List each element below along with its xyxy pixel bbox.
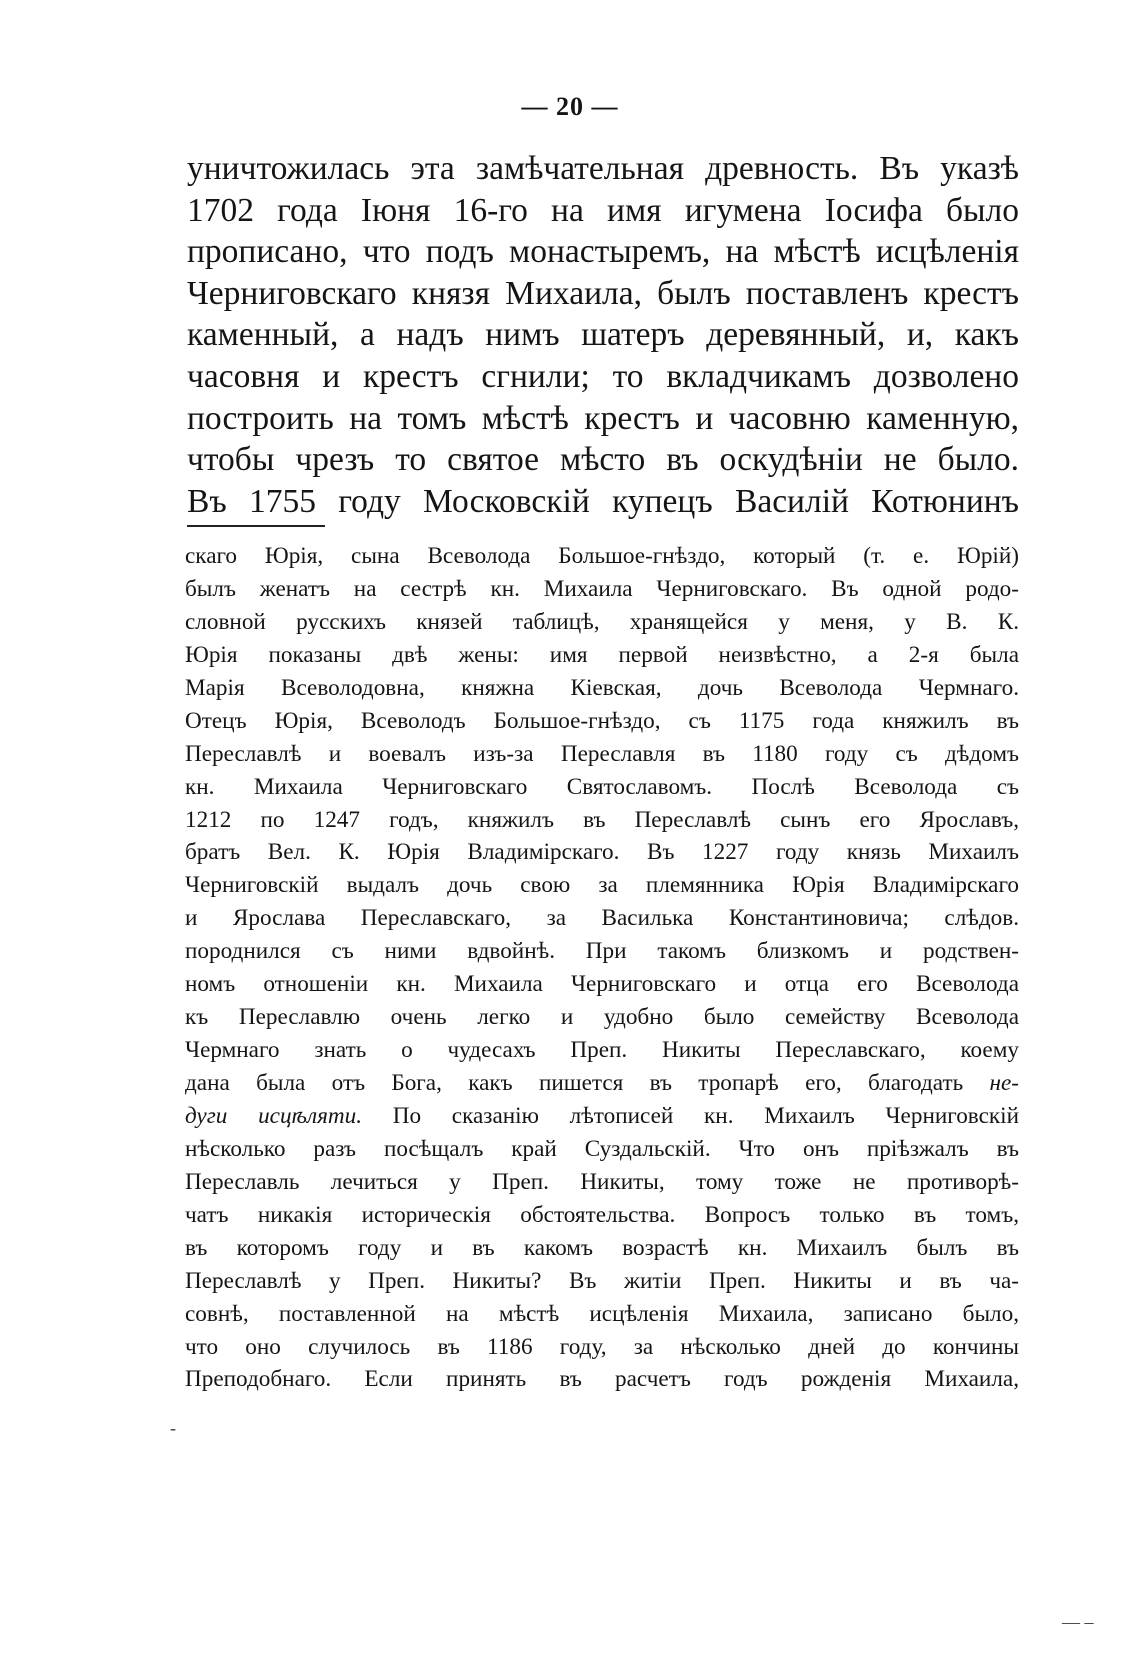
footnote-line [185,705,1019,738]
footnote-line [185,869,1019,902]
footnote-line-text: Черниговскій выдалъ дочь свою за племянника Юрія Владимірскаго [185,872,1019,899]
footnote-line [185,639,1019,672]
footnote-line [185,1331,1019,1364]
footnote-line [185,1067,1019,1100]
footnote-line-text: Переславлѣ у Преп. Никиты? Въ житіи Преп. Никиты и въ ча- [185,1267,1019,1294]
footnote-line-text: Переславлѣ и воевалъ изъ-за Переславля въ 1180 году съ дѣдомъ [185,740,1019,767]
main-text-line: уничтожилась эта замѣчательная древность. Въ указѣ [187,150,1019,187]
footnote-line-text: номъ отношеніи кн. Михаила Черниговскаго и отца его Всеволода [185,971,1019,998]
margin-mark-left: - [170,1418,176,1438]
footnote-line [185,804,1019,837]
footnote-separator [187,525,325,527]
footnote-line-text: кн. Михаила Черниговскаго Святославомъ. Послѣ Всеволода съ [185,773,1019,800]
footnote-line-text: чатъ никакія историческія обстоятельства. Вопросъ только въ томъ, [185,1201,1019,1228]
footnote-line-text: Чермнаго знать о чудесахъ Преп. Никиты Переславскаго, коему [185,1037,1019,1064]
footnote-line-text: и Ярослава Переславскаго, за Василька Константиновича; слѣдов. [185,905,1019,932]
footnote-line [185,1232,1019,1265]
main-text-line: каменный, а надъ нимъ шатеръ деревянный, и, какъ [187,316,1019,354]
main-text-line: построить на томъ мѣстѣ крестъ и часовню каменную, [187,399,1019,437]
footnote-italic: дуги исцѣляти. [185,1102,363,1129]
footnote-line [185,1199,1019,1232]
footnote-line-text: что оно случилось въ 1186 году, за нѣсколько дней до кончины [185,1333,1019,1360]
page-number: — 20 — [521,92,619,121]
footnote-line-text: скаго Юрія, сына Всеволода Большое-гнѣздо, который (т. е. Юрій) [185,543,1019,569]
main-text-line: 1702 года Іюня 16-го на имя игумена Іосифа было [187,191,1019,229]
footnote-line [185,1298,1019,1331]
footnote-line-text: дана была отъ Бога, какъ пишется въ тропарѣ его, благодать [185,1070,964,1096]
footnote-line [185,672,1019,705]
footnote-line [185,836,1019,869]
main-text-line: чтобы чрезъ то святое мѣсто въ оскудѣніи не было. [187,441,1019,479]
footnote-line-text: къ Переславлю очень легко и удобно было семейству Всеволода [185,1004,1019,1031]
footnote-line-text: Переславль лечиться у Преп. Никиты, тому тоже не противорѣ- [185,1168,1019,1195]
footnote-line [185,771,1019,804]
footnote-line-text: словной русскихъ князей таблицѣ, хранящейся у меня, у В. К. [185,608,1019,635]
footnote-line [185,1363,1019,1396]
footnote-line-text: породнился съ ними вдвойнѣ. При такомъ близкомъ и родствен- [185,938,1019,965]
footnote-text [185,540,1019,1396]
main-text-line: Въ 1755 году Московскій купецъ Василій Котюнинъ [187,482,1019,520]
footnote-line-text: нѣсколько разъ посѣщалъ край Суздальскій. Что онъ пріѣзжалъ въ [185,1135,1019,1162]
footnote-line-text: въ которомъ году и въ какомъ возрастѣ кн. Михаилъ былъ въ [185,1234,1019,1261]
footnote-line [185,1100,1019,1133]
footnote-line-text: 1212 по 1247 годъ, княжилъ въ Переславлѣ сынъ его Ярославъ, [185,806,1019,833]
footnote-line [185,1265,1019,1298]
footnote-line [185,606,1019,639]
footnote-line [185,1166,1019,1199]
footnote-line [185,935,1019,968]
footnote-line [185,1034,1019,1067]
footnote-line [185,573,1019,606]
main-text [187,148,1019,522]
footnote-line-text: Отецъ Юрія, Всеволодъ Большое-гнѣздо, съ 1175 года княжилъ въ [185,707,1019,734]
footnote-line-text: Преподобнаго. Если принять въ расчетъ годъ рожденія Михаила, [185,1366,1019,1393]
footnote-italic: не- [989,1070,1019,1096]
footnote-line [185,540,1019,573]
footnote-line [185,738,1019,771]
footnote-line [185,902,1019,935]
margin-mark-right: — – [1062,1612,1094,1632]
footnote-line-text: Юрія показаны двѣ жены: имя первой неизвѣстно, а 2-я была [185,641,1019,668]
footnote-line-text: братъ Вел. К. Юрія Владимірскаго. Въ 1227 году князь Михаилъ [185,839,1019,866]
footnote-line [185,1133,1019,1166]
footnote-line-text: Марія Всеволодовна, княжна Кіевская, дочь Всеволода Чермнаго. [185,674,1019,701]
main-text-line: Черниговскаго князя Михаила, былъ поставленъ крестъ [187,274,1019,312]
footnote-line-text: былъ женатъ на сестрѣ кн. Михаила Черниговскаго. Въ одной родо- [185,575,1019,602]
footnote-line [185,968,1019,1001]
footnote-line [185,1001,1019,1034]
main-text-line: прописано, что подъ монастыремъ, на мѣстѣ исцѣленія [187,233,1019,271]
footnote-line-text: совнѣ, поставленной на мѣстѣ исцѣленія Михаила, записано было, [185,1300,1019,1327]
footnote-line-text: По сказанію лѣтописей кн. Михаилъ Черниговскій [392,1102,1019,1129]
main-text-line: часовня и крестъ сгнили; то вкладчикамъ дозволено [187,357,1019,395]
